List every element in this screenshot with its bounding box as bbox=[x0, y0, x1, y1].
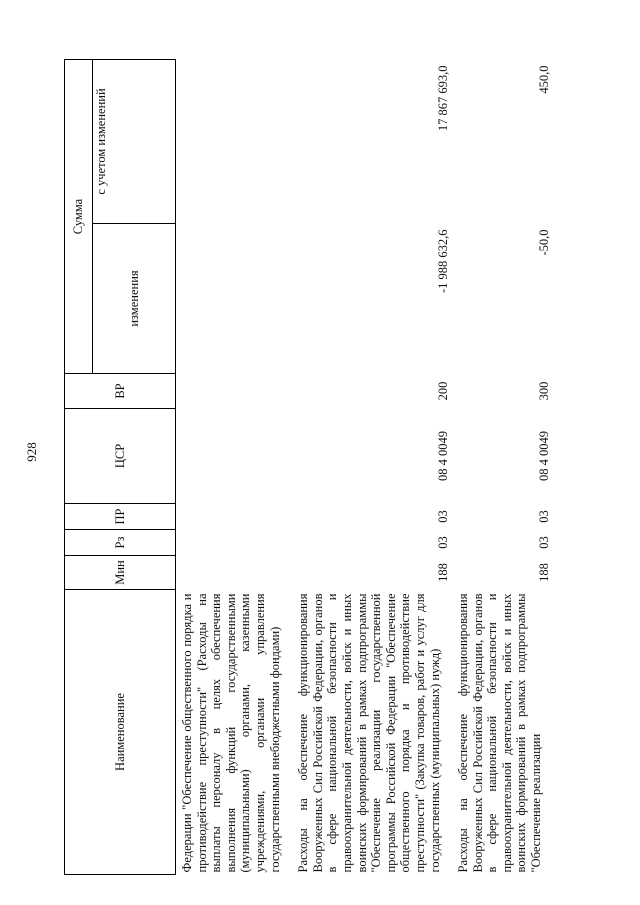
row-vr: 200 bbox=[435, 381, 450, 401]
budget-table bbox=[64, 59, 554, 875]
row-pr: 03 bbox=[435, 510, 450, 523]
row-izmeneniya: -1 988 632,6 bbox=[435, 229, 450, 294]
header-s-uchetom-text: с учетом изменений bbox=[94, 88, 108, 195]
row-s-uchetom: 450,0 bbox=[537, 65, 552, 94]
row-min: 188 bbox=[537, 563, 552, 582]
row-csr: 08 4 0049 bbox=[435, 431, 450, 481]
table-row bbox=[452, 60, 554, 875]
header-s-uchetom bbox=[93, 60, 176, 224]
row-name: Федерации "Обеспечение общественного порядка и противодействие преступности" (Расходы на выплаты персоналу в целях обеспечения выполнения функций государственными (муниципальными) органами, казенными учреждениями, органами управления государственными внебюджетными фондами) bbox=[180, 593, 282, 873]
row-s-uchetom bbox=[176, 60, 293, 224]
row-vr bbox=[176, 374, 293, 409]
row-vr: 300 bbox=[537, 381, 552, 401]
header-csr: ЦСР bbox=[65, 409, 176, 504]
row-rz: 03 bbox=[537, 536, 552, 549]
row-pr: 03 bbox=[537, 510, 552, 523]
row-rz bbox=[176, 530, 293, 556]
row-min bbox=[176, 556, 293, 590]
page-number: 928 bbox=[24, 442, 39, 462]
header-vr: ВР bbox=[65, 374, 176, 409]
header-name: Наименование bbox=[65, 590, 176, 875]
table-row bbox=[176, 60, 293, 875]
row-izmeneniya bbox=[176, 224, 293, 374]
header-rz: Рз bbox=[65, 530, 176, 556]
row-rz: 03 bbox=[435, 536, 450, 549]
row-csr: 08 4 0049 bbox=[537, 431, 552, 481]
row-name: Расходы на обеспечение функционирования Вооруженных Сил Российской Федерации, органов в сфере национальной безопасности и правоохранительной деятельности, войск и иных воинских формирований в рамках подпрограммы "Обеспечение реализации государственной программы Российской Федерации "Обеспечение общественного порядка и противодействие преступности" (Закупка товаров, работ и услуг для государственных (муниципальных) нужд) bbox=[296, 593, 442, 873]
header-min: Мин bbox=[65, 556, 176, 590]
row-pr bbox=[176, 504, 293, 530]
row-s-uchetom: 17 867 693,0 bbox=[435, 65, 450, 132]
header-izmeneniya: изменения bbox=[93, 224, 176, 374]
row-min: 188 bbox=[435, 563, 450, 582]
row-izmeneniya: -50,0 bbox=[537, 229, 552, 256]
header-pr: ПР bbox=[65, 504, 176, 530]
row-csr bbox=[176, 409, 293, 504]
header-summa: Сумма bbox=[65, 60, 93, 374]
budget-table-rotated bbox=[64, 60, 599, 875]
row-name: Расходы на обеспечение функционирования Вооруженных Сил Российской Федерации, органов в сфере национальной безопасности и правоохранительной деятельности, войск и иных воинских формирований в рамках подпрограммы "Обеспечение реализации bbox=[456, 593, 544, 873]
table-row bbox=[292, 60, 452, 875]
